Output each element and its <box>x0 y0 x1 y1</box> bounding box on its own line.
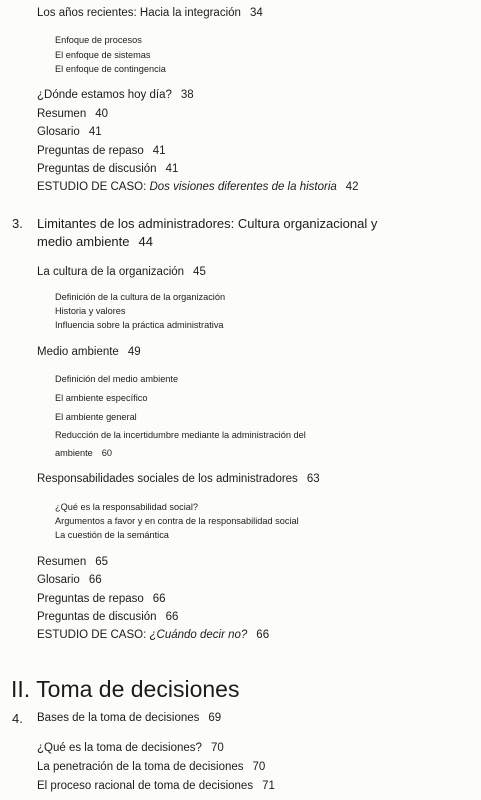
toc-section: Los años recientes: Hacia la integración 34 <box>37 7 263 19</box>
toc-entry: Preguntas de repaso 41 <box>37 145 166 157</box>
toc-section: Responsabilidades sociales de los administradores 63 <box>37 473 320 485</box>
toc-subsection: ¿Qué es la responsabilidad social? <box>55 502 198 512</box>
toc-entry: Resumen 40 <box>37 108 109 120</box>
toc-section: La cultura de la organización 45 <box>37 266 206 278</box>
toc-section: La penetración de la toma de decisiones 70 <box>37 761 266 773</box>
toc-entry: Glosario 41 <box>37 126 102 138</box>
toc-chapter-title: Limitantes de los administradores: Cultura organizacional y <box>37 216 378 231</box>
toc-subsection: El ambiente general <box>55 412 137 422</box>
toc-case-study: ESTUDIO DE CASO: ¿Cuándo decir no? 66 <box>37 629 270 641</box>
toc-section: ¿Dónde estamos hoy día? 38 <box>37 89 194 101</box>
toc-subsection: Argumentos a favor y en contra de la responsabilidad social <box>55 516 299 526</box>
toc-part-title: II. Toma de decisiones <box>11 676 240 702</box>
toc-subsection: La cuestión de la semántica <box>55 530 169 540</box>
toc-subsection: El enfoque de sistemas <box>55 50 151 60</box>
toc-subsection: El enfoque de contingencia <box>55 64 166 74</box>
toc-entry: Preguntas de discusión 66 <box>37 611 179 623</box>
toc-chapter-number: 4. <box>12 711 23 726</box>
toc-entry: Resumen 65 <box>37 556 109 568</box>
toc-case-study: ESTUDIO DE CASO: Dos visiones diferentes de la historia 42 <box>37 181 359 193</box>
toc-chapter-title-cont: medio ambiente 44 <box>37 234 153 249</box>
toc-subsection: Reducción de la incertidumbre mediante la administración del <box>55 430 306 440</box>
toc-entry: Preguntas de repaso 66 <box>37 593 166 605</box>
toc-subsection: Influencia sobre la práctica administrativa <box>55 320 224 330</box>
toc-entry: Glosario 66 <box>37 574 102 586</box>
toc-section: Medio ambiente 49 <box>37 346 141 358</box>
toc-subsection: Definición de la cultura de la organización <box>55 292 226 302</box>
toc-section: ¿Qué es la toma de decisiones? 70 <box>37 742 224 754</box>
toc-chapter-title: Bases de la toma de decisiones 69 <box>37 712 222 724</box>
toc-entry: Preguntas de discusión 41 <box>37 163 179 175</box>
toc-chapter-number: 3. <box>12 216 23 231</box>
toc-subsection: ambiente 60 <box>55 448 113 458</box>
toc-subsection: El ambiente específico <box>55 393 148 403</box>
toc-subsection: Historia y valores <box>55 306 126 316</box>
toc-subsection: Enfoque de procesos <box>55 35 142 45</box>
toc-subsection: Definición del medio ambiente <box>55 374 179 384</box>
toc-section: El proceso racional de toma de decisiones 71 <box>37 780 275 792</box>
